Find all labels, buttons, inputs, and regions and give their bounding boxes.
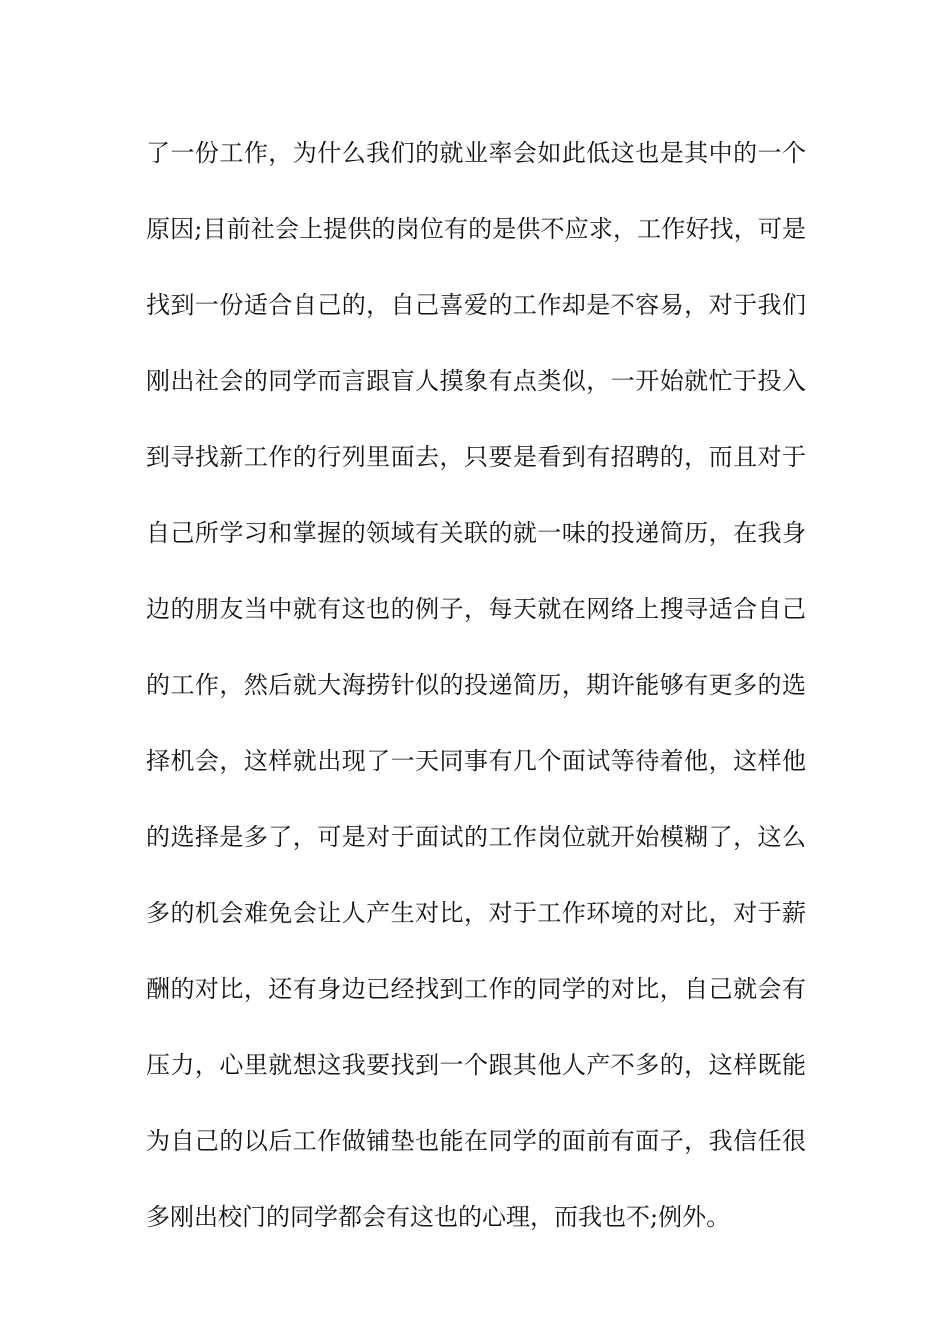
text-line: 的选择是多了，可是对于面试的工作岗位就开始模糊了，这么	[146, 823, 806, 851]
text-line: 了一份工作，为什么我们的就业率会如此低这也是其中的一个	[146, 139, 806, 167]
text-line: 压力，心里就想这我要找到一个跟其他人产不多的，这样既能	[146, 1051, 806, 1079]
text-line: 自己所学习和掌握的领域有关联的就一味的投递简历，在我身	[146, 519, 806, 547]
body-paragraph	[146, 127, 806, 1267]
text-line: 边的朋友当中就有这也的例子，每天就在网络上搜寻适合自己	[146, 595, 806, 623]
text-line: 的工作，然后就大海捞针似的投递简历，期许能够有更多的选	[146, 671, 806, 699]
text-line: 找到一份适合自己的，自己喜爱的工作却是不容易，对于我们	[146, 291, 806, 319]
text-line: 到寻找新工作的行列里面去，只要是看到有招聘的，而且对于	[146, 443, 806, 471]
text-line: 为自己的以后工作做铺垫也能在同学的面前有面子，我信任很	[146, 1127, 806, 1155]
text-line: 原因;目前社会上提供的岗位有的是供不应求，工作好找，可是	[146, 215, 806, 243]
text-line: 刚出社会的同学而言跟盲人摸象有点类似，一开始就忙于投入	[146, 367, 806, 395]
text-line-last: 多刚出校门的同学都会有这也的心理，而我也不;例外。	[146, 1203, 731, 1231]
text-line: 酬的对比，还有身边已经找到工作的同学的对比，自己就会有	[146, 975, 806, 1003]
text-line: 多的机会难免会让人产生对比，对于工作环境的对比，对于薪	[146, 899, 806, 927]
text-line: 择机会，这样就出现了一天同事有几个面试等待着他，这样他	[146, 747, 806, 775]
